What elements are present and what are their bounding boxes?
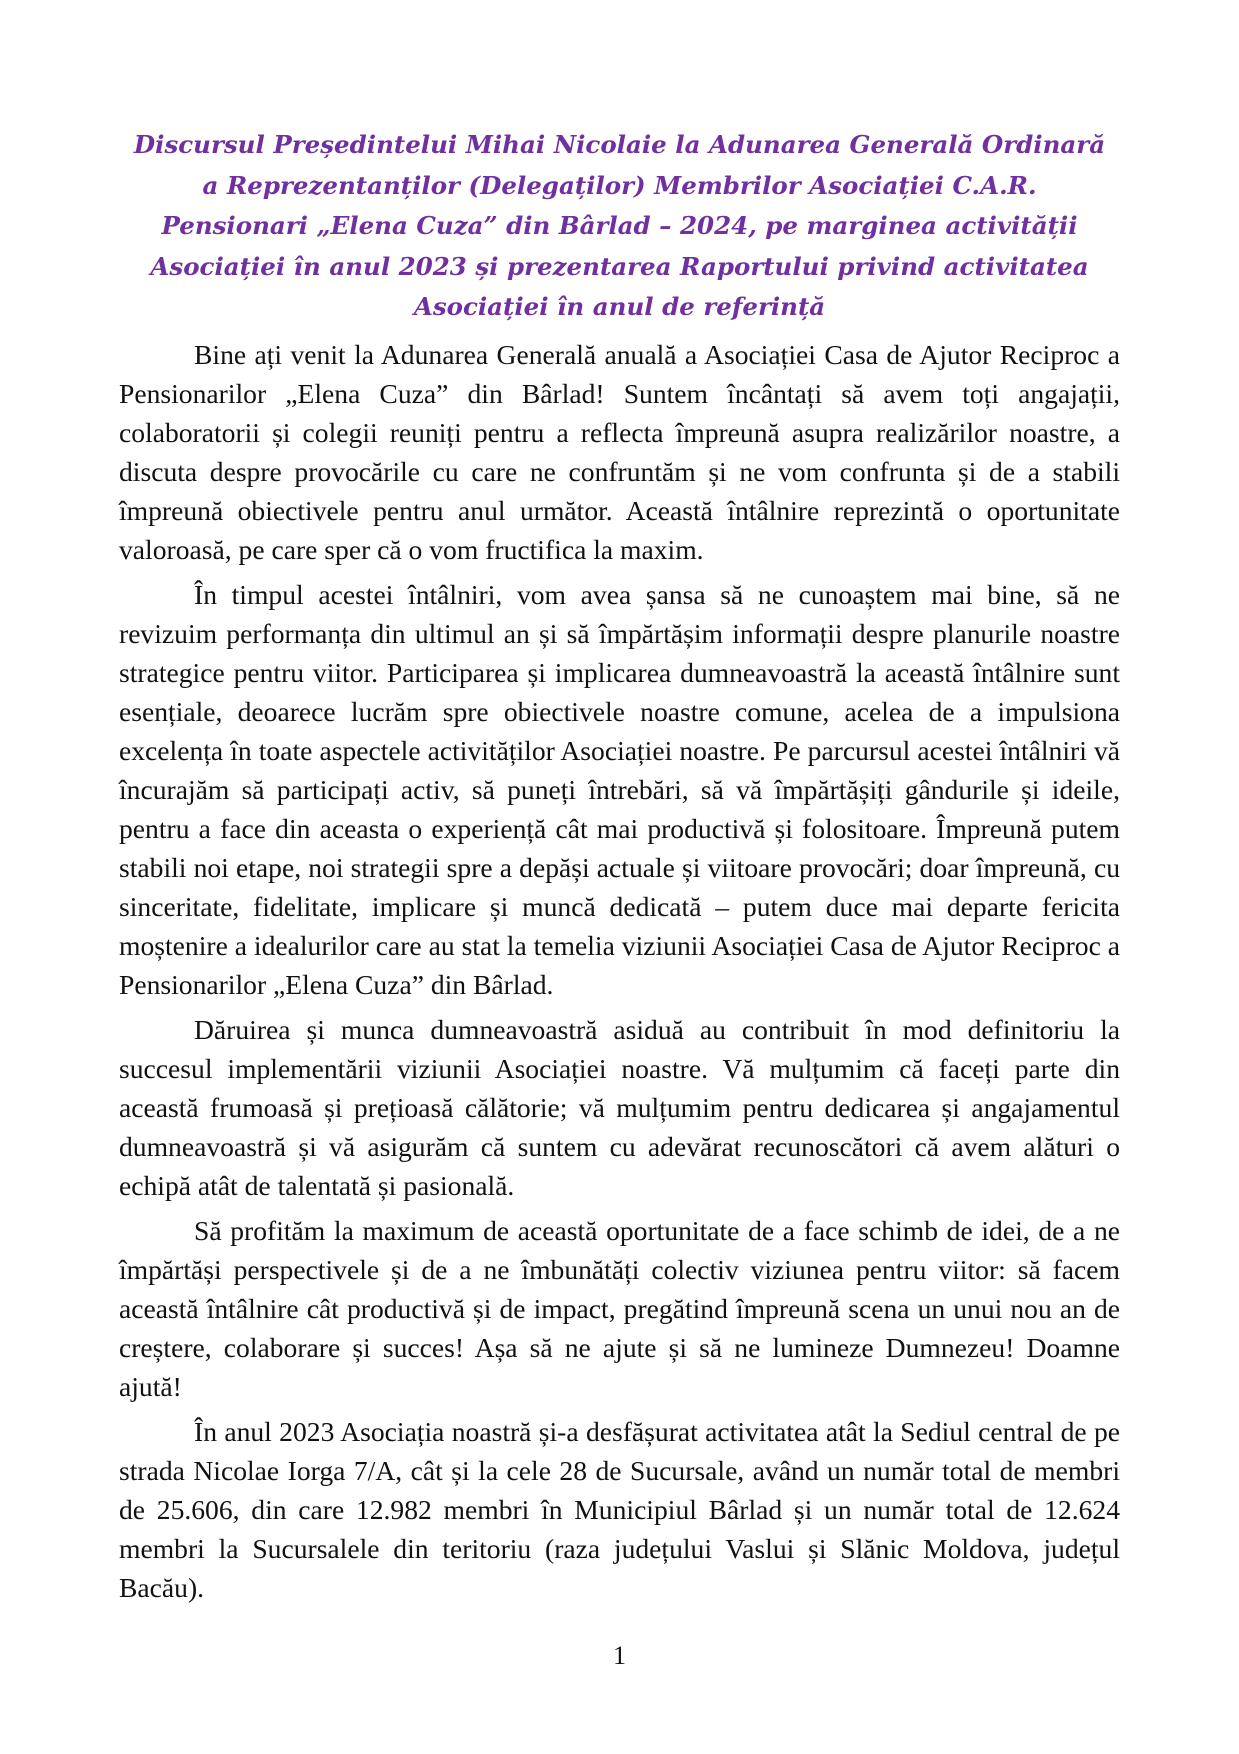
paragraph-meeting: În timpul acestei întâlniri, vom avea șansa să ne cunoaștem mai bine, să ne revizuim performanța din ultimul an și să împărtășim informații despre planurile noastre strategice pentru viitor. Participarea și implicarea dumneavoastră la această întâlnire sunt esențiale, deoarece lucrăm spre obiectivele noastre comune, acelea de a impulsiona excelența în toate aspectele activităților Asociației noastre. Pe parcursul acestei întâlniri vă încurajăm să participați activ, să puneți întrebări, să vă împărtășiți gândurile și ideile, pentru a face din aceasta o experiență cât mai productivă și folositoare. Împreună putem stabili noi etape, noi strategii spre a depăși actuale și viitoare provocări; doar împreună, cu sinceritate, fidelitate, implicare și muncă dedicată – putem duce mai departe fericita moștenire a idealurilor care au stat la temelia viziunii Asociației Casa de Ajutor Reciproc a Pensionarilor „Elena Cuza” din Bârlad. xyxy=(119,579,1120,1000)
paragraph-gratitude: Dăruirea și munca dumneavoastră asiduă au contribuit în mod definitoriu la succesul implementării viziunii Asociației noastre. Vă mulțumim că faceți parte din această frumoasă și prețioasă călătorie; vă mulțumim pentru dedicarea și angajamentul dumneavoastră și vă asigurăm că suntem cu adevărat recunoscători că avem alături o echipă atât de talentată și pasională. xyxy=(119,1014,1120,1201)
document-body xyxy=(119,335,1120,1613)
paragraph-welcome: Bine ați venit la Adunarea Generală anuală a Asociației Casa de Ajutor Reciproc a Pensionarilor „Elena Cuza” din Bârlad! Suntem încântați să avem toți angajații, colaboratorii și colegii reuniți pentru a reflecta împreună asupra realizărilor noastre, a discuta despre provocările cu care ne confruntăm și ne vom confrunta și de a stabili împreună obiectivele pentru anul următor. Această întâlnire reprezintă o oportunitate valoroasă, pe care sper că o vom fructifica la maxim. xyxy=(119,339,1120,565)
document-title: Discursul Președintelui Mihai Nicolaie la Adunarea Generală Ordinară a Reprezentanților (Delegaților) Membrilor Asociației C.A.R. Pensionari „Elena Cuza” din Bârlad – 2024, pe marginea activității Asociației în anul 2023 și prezentarea Raportului privind activitatea Asociației în anul de referință xyxy=(133,130,1106,321)
paragraph-activity-2023: În anul 2023 Asociația noastră și-a desfășurat activitatea atât la Sediul central de pe strada Nicolae Iorga 7/A, cât și la cele 28 de Sucursale, având un număr total de membri de 25.606, din care 12.982 membri în Municipiul Bârlad și un număr total de 12.624 membri la Sucursalele din teritoriu (raza județului Vaslui și Slănic Moldova, județul Bacău). xyxy=(119,1416,1120,1603)
paragraph-closing: Să profităm la maximum de această oportunitate de a face schimb de idei, de a ne împărtăși perspectivele și de a ne îmbunătăți colectiv viziunea pentru viitor: să facem această întâlnire cât productivă și de impact, pregătind împreună scena un unui nou an de creștere, colaborare și succes! Așa să ne ajute și să ne lumineze Dumnezeu! Doamne ajută! xyxy=(119,1215,1120,1402)
page-number: 1 xyxy=(613,1641,626,1670)
